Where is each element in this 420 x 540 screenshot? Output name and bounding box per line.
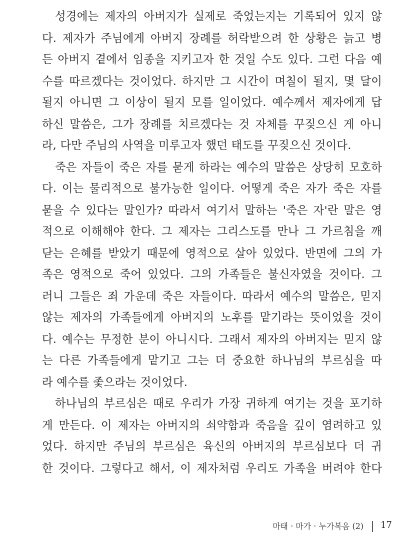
paragraph-line: 족은 영적으로 죽어 있었다. 그의 가족들은 불신자였을 것이다. 그 xyxy=(42,268,382,281)
body-text xyxy=(42,6,382,479)
paragraph-line: 다. 예수는 무정한 분이 아니시다. 그래서 제자의 아버지는 믿지 않 xyxy=(42,332,382,346)
paragraph-line: 게 만든다. 이 제자는 아버지의 쇠약함과 죽음을 깊이 염려하고 있 xyxy=(42,418,382,432)
footer-divider xyxy=(372,521,373,532)
paragraph-line: 든 아버지 곁에서 임종을 지키고자 한 것일 수도 있다. 그런 다음 예 xyxy=(42,53,382,66)
paragraph-line: 적으로 이해해야 한다. 그 제자는 그리스도를 만나 그 가르침을 깨 xyxy=(42,225,382,238)
paragraph-line: 었다. 하지만 주님의 부르심은 육신의 아버지의 부르심보다 더 귀 xyxy=(42,440,382,453)
paragraph-line: 하신 말씀은, 그가 장례를 치르겠다는 것 자체를 꾸짖으신 게 아니 xyxy=(42,117,382,131)
paragraph-line: 라 예수를 좇으라는 것이었다. xyxy=(42,375,188,389)
paragraph-line: 하나님의 부르심은 때로 우리가 가장 귀하게 여기는 것을 포기하 xyxy=(55,397,382,410)
paragraph-line: 성경에는 제자의 아버지가 실제로 죽었는지는 기록되어 있지 않 xyxy=(55,10,382,23)
page-number: 17 xyxy=(380,521,392,531)
paragraph-line: 다. 이는 물리적으로 불가능한 일이다. 어떻게 죽은 자가 죽은 자를 xyxy=(42,182,382,195)
paragraph-line: 될지 아니면 그 이상이 될지 모를 일이었다. 예수께서 제자에게 답 xyxy=(42,96,382,109)
paragraph-line: 닫는 은혜를 받았기 때문에 영적으로 살아 있었다. 반면에 그의 가 xyxy=(42,246,382,260)
paragraph-line: 묻을 수 있다는 말인가? 따라서 여기서 말하는 '죽은 자'란 말은 영 xyxy=(42,203,382,217)
paragraph-line: 죽은 자들이 죽은 자를 묻게 하라는 예수의 말씀은 상당히 모호하 xyxy=(55,160,382,174)
paragraph-line: 않는 제자의 가족들에게 아버지의 노후를 맡기라는 뜻이었을 것이 xyxy=(42,311,382,324)
running-footer-title: 마태 · 마가 · 누가복음 (2) xyxy=(272,521,364,531)
paragraph-line: 라, 다만 주님의 사역을 미루고자 했던 태도를 꾸짖으신 것이다. xyxy=(42,139,352,152)
page-footer xyxy=(273,518,392,534)
paragraph-line: 러니 그들은 죄 가운데 죽은 자들이다. 따라서 예수의 말씀은, 믿지 xyxy=(42,289,382,303)
paragraph-line: 한 것이다. 그렇다고 해서, 이 제자처럼 우리도 가족을 버려야 한다 xyxy=(42,461,382,475)
paragraph-line: 수를 따르겠다는 것이었다. 하지만 그 시간이 며칠이 될지, 몇 달이 xyxy=(42,74,382,88)
paragraph-line: 는 다른 가족들에게 맡기고 그는 더 중요한 하나님의 부르심을 따 xyxy=(42,354,382,367)
paragraph-line: 다. 제자가 주님에게 아버지 장례를 허락받으려 한 상황은 늙고 병 xyxy=(42,31,382,45)
